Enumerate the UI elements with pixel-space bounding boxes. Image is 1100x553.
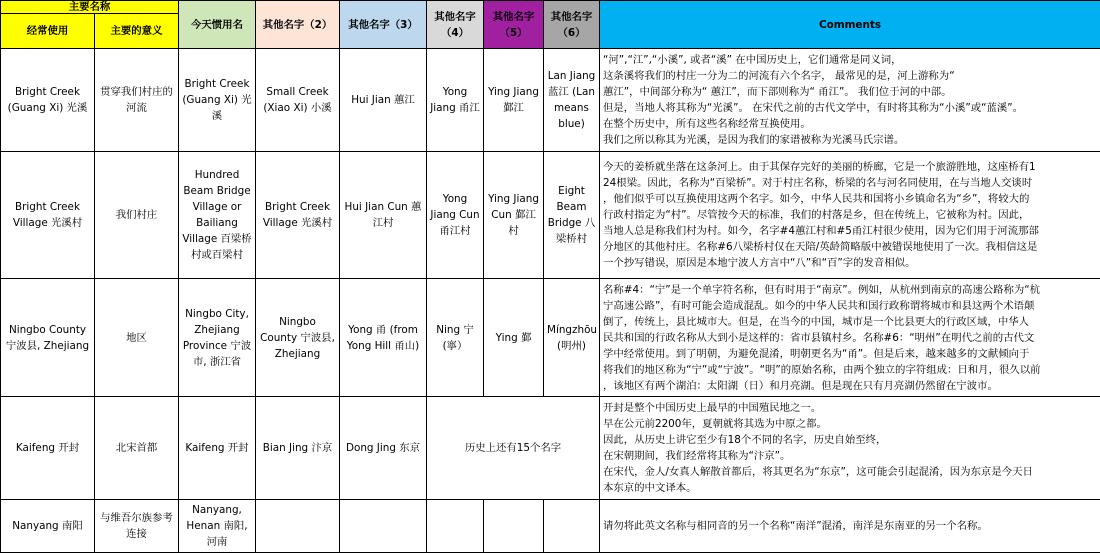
cell-other-name-5: Ying Jiang 鄞江 [484,49,544,152]
comment-line: 因此，从历史上讲它至少有18个不同的名字，历史自始至终， [603,432,1097,448]
cell-other-name-4: Yong Jiang 甬江 [427,49,484,152]
cell-other-name-6: Eight Beam Bridge 八梁桥村 [544,152,600,279]
cell-today-name: Nanyang, Henan 南阳, 河南 [179,500,256,553]
cell-common-use: Kaifeng 开封 [1,397,95,500]
comment-line: 早在公元前2200年，夏朝就将其选为中原之都。 [603,416,1097,432]
cell-other-name-4: Ning 宁(寧） [427,279,484,397]
cell-common-use: Nanyang 南阳 [1,500,95,553]
comment-line: 民共和国的行政名称从大到小是这样的：省市县镇村乡。名称#6：“明州”在明代之前的古代文 [603,330,1097,346]
cell-other-name-3: Hui Jian 蕙江 [340,49,427,152]
header-today-name: 今天惯用名 [179,1,256,49]
comment-line: 但是，当地人将其称为“光溪”。 在宋代之前的古代文学中，有时将其称为“小溪”或“蓝溪”。 [603,100,1097,116]
header-comments: Comments [600,1,1100,49]
cell-comments [600,152,1100,279]
cell-today-name: Hundred Beam Bridge Village or Bailiang Village 百梁桥村或百梁村 [179,152,256,279]
cell-other-name-6: Lan Jiang 蓝江 (Lan means blue) [544,49,600,152]
header-main-name: 主要名称 [1,1,179,14]
comment-line: 当地人总是称我们村为村。如今，名字#4蕙江村和#5甬江村很少使用，因为它们用于河流那部 [603,223,1097,239]
cell-meaning: 贯穿我们村庄的河流 [95,49,179,152]
cell-comments [600,397,1100,500]
header-other-name-4: 其他名字（4） [427,1,484,49]
comment-line: 名称#4：“宁”是一个单字符名称，但有时用于“南京”。例如，从杭州到南京的高速公路称为“杭 [603,282,1097,298]
header-other-name-6: 其他名字（6） [544,1,600,49]
table-row [1,397,1100,500]
cell-comments [600,500,1100,553]
table-row [1,49,1100,152]
comment-line: 在整个历史中，所有这些名称经常互换使用。 [603,116,1097,132]
header-main-meaning: 主要的意义 [95,14,179,49]
header-other-name-3: 其他名字（3） [340,1,427,49]
comment-line: 在宋代，金人/女真人解散首都后，将其更名为“东京”，这可能会引起混淆，因为东京是今天日 [603,464,1097,480]
comment-line: 本东京的中文译本。 [603,480,1097,496]
comment-line: ，该地区有两个湖泊：太阳湖（日）和月亮湖。但是现在只有月亮湖仍然留在宁波市。 [603,378,1097,394]
comment-line: 将我们的地区称为“宁”或“宁波”。“明”的原始名称，由两个独立的字符组成：日和月，很久以前 [603,362,1097,378]
table-row [1,279,1100,397]
cell-other-name-6: Míngzhōu (明州) [544,279,600,397]
cell-other-name-3: Hui Jian Cun 蕙江村 [340,152,427,279]
comment-line: 蕙江”，中间部分称为“ 蕙江”，而下部则称为“ 甬江”。 我们位于河的中部。 [603,84,1097,100]
comment-line: 倒了，传统上，县比城市大。但是，在当今的中国，城市是一个比县更大的行政区域，中华人 [603,314,1097,330]
cell-other-name-6 [544,500,600,553]
table-row [1,500,1100,553]
cell-today-name: Kaifeng 开封 [179,397,256,500]
cell-other-names-4-6: 历史上还有15个名字 [427,397,600,500]
cell-other-name-2: Bian Jing 汴京 [256,397,340,500]
cell-meaning: 地区 [95,279,179,397]
comment-line: “河”,“江”,“小溪”, 或者“溪” 在中国历史上，它们通常是同义词， [603,52,1097,68]
comment-line: 请勿将此英文名称与相同音的另一个名称“南洋”混淆，南洋是东南亚的另一个名称。 [603,518,1097,534]
cell-other-name-2: Small Creek (Xiao Xi) 小溪 [256,49,340,152]
cell-common-use: Bright Creek (Guang Xi) 光溪 [1,49,95,152]
comment-line: 我们之所以称其为光溪，是因为我们的家谱被称为光溪马氏宗谱。 [603,132,1097,148]
cell-other-name-5: Ying Jiang Cun 鄞江村 [484,152,544,279]
comment-line: 24根梁。因此，名称为“百梁桥”。对于村庄名称，桥梁的名与河名同使用，在与当地人交谈时 [603,175,1097,191]
comment-line: 一个抄写错误，原因是本地宁波人方言中“八”和“百”字的发音相似。 [603,255,1097,271]
cell-other-name-3: Yong 甬 (from Yong Hill 甬山) [340,279,427,397]
comment-line: 在宋朝期间，我们经常将其称为“汴京”。 [603,448,1097,464]
comment-line: 分地区的其他村庄。名称#6八梁桥村仅在天陪/英龄简略版中被错误地使用了一次。我相信这是 [603,239,1097,255]
cell-other-name-2: Bright Creek Village 光溪村 [256,152,340,279]
table-row [1,152,1100,279]
cell-other-name-2 [256,500,340,553]
cell-comments [600,279,1100,397]
cell-other-name-2: Ningbo County 宁波县, Zhejiang [256,279,340,397]
cell-other-name-5 [484,500,544,553]
header-other-name-5: 其他名字（5） [484,1,544,49]
cell-other-name-5: Ying 鄞 [484,279,544,397]
cell-common-use: Ningbo County 宁波县, Zhejiang [1,279,95,397]
header-other-name-2: 其他名字（2） [256,1,340,49]
cell-other-name-4: Yong Jiang Cun 甬江村 [427,152,484,279]
cell-common-use: Bright Creek Village 光溪村 [1,152,95,279]
comment-line: 这条溪将我们的村庄一分为二的河流有六个名字， 最常见的是，河上游称为“ [603,68,1097,84]
comment-line: 行政村指定为“村”。尽管按今天的标准，我们的村落是乡，但在传统上，它被称为村。因此， [603,207,1097,223]
cell-other-name-4 [427,500,484,553]
header-common-use: 经常使用 [1,14,95,49]
comment-line: 宁高速公路”，有时可能会造成混乱。如今的中华人民共和国行政称谓将城市和县这两个术语颠 [603,298,1097,314]
comment-line: 今天的姜桥就坐落在这条河上。由于其保存完好的美丽的桥廊，它是一个旅游胜地，这座桥有1 [603,159,1097,175]
comment-line: 开封是整个中国历史上最早的中国殖民地之一。 [603,400,1097,416]
comment-line: ，他们似乎可以互换使用这两个名字。如今，中华人民共和国将小乡镇命名为“乡”，将较大的 [603,191,1097,207]
cell-meaning: 北宋首都 [95,397,179,500]
comment-line: 学中经常使用。到了明朝，为避免混淆，明朝更名为“甬”。但是后来，越来越多的文献倾向于 [603,346,1097,362]
cell-other-name-3 [340,500,427,553]
cell-meaning: 与维吾尔族参考连接 [95,500,179,553]
cell-other-name-3: Dong Jing 东京 [340,397,427,500]
cell-meaning: 我们村庄 [95,152,179,279]
cell-today-name: Ningbo City, Zhejiang Province 宁波市, 浙江省 [179,279,256,397]
cell-comments [600,49,1100,152]
cell-today-name: Bright Creek (Guang Xi) 光溪 [179,49,256,152]
